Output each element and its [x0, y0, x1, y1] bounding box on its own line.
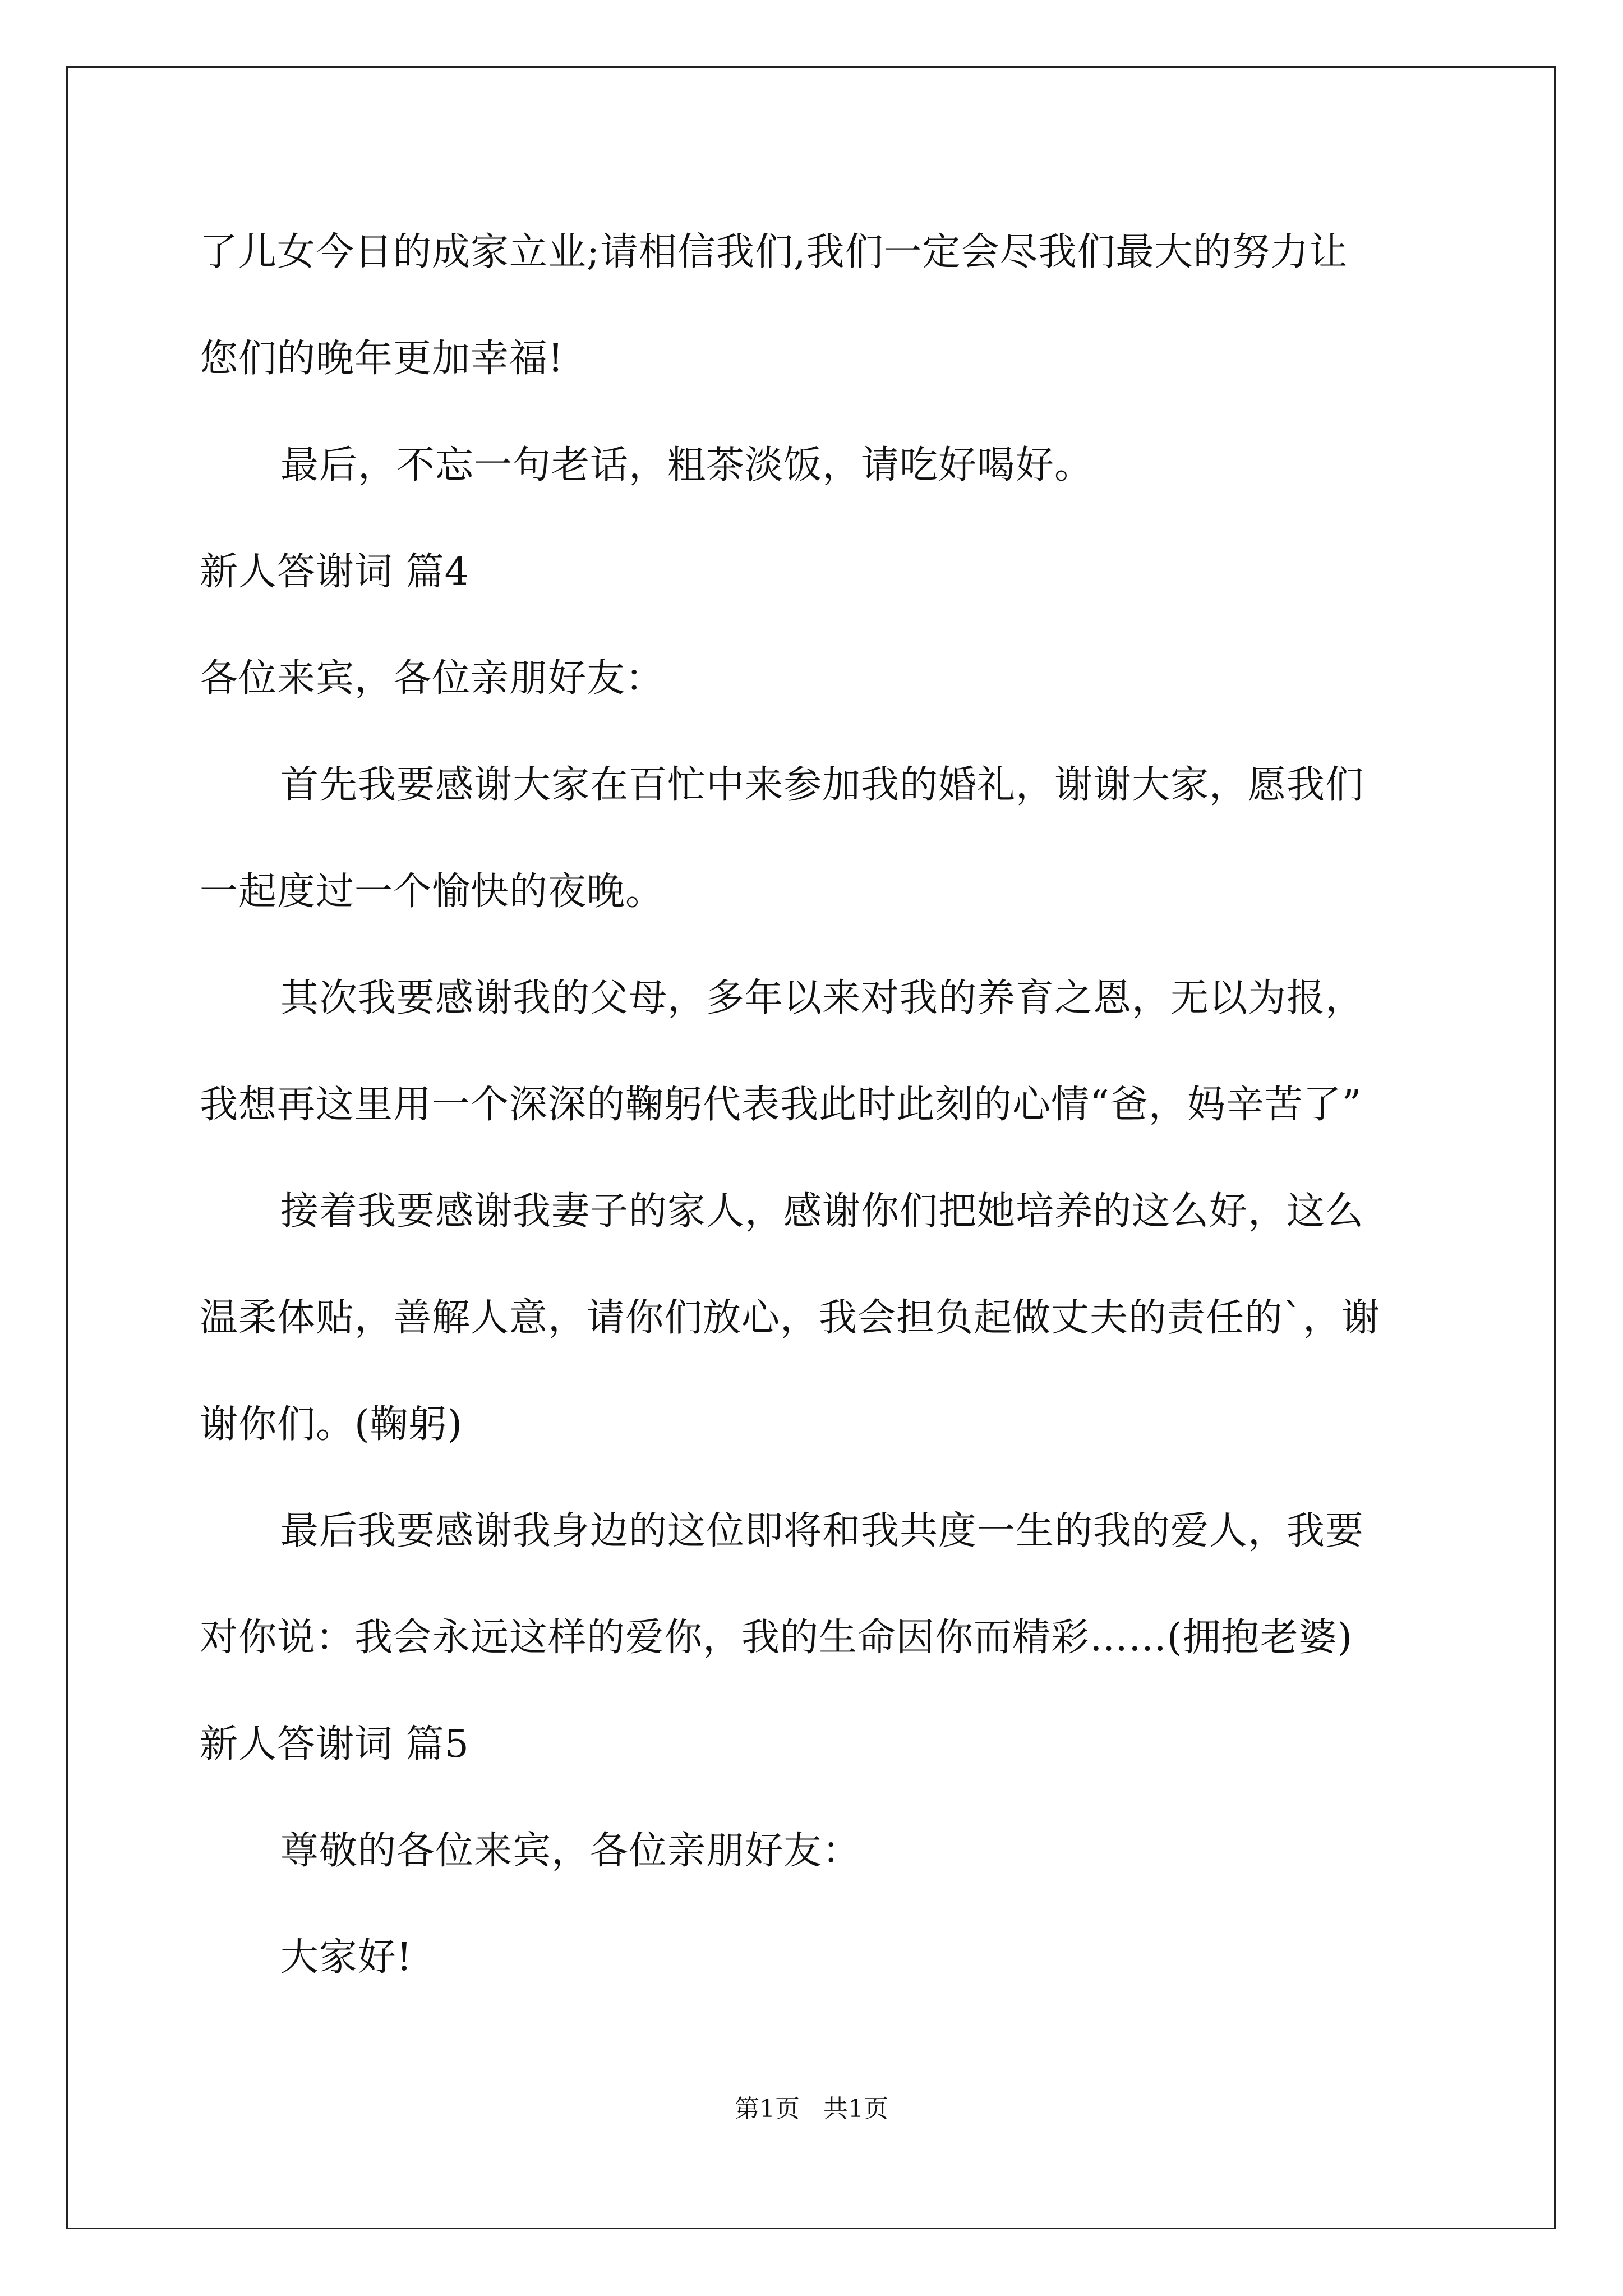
paragraph-line: 一起度过一个愉快的夜晚。	[200, 869, 665, 914]
paragraph-line: 我想再这里用一个深深的鞠躬代表我此时此刻的心情“爸，妈辛苦了”	[200, 1083, 1362, 1127]
paragraph-line: 对你说：我会永远这样的爱你，我的生命因你而精彩……(拥抱老婆)	[200, 1616, 1353, 1660]
paragraph-line: 最后我要感谢我身边的这位即将和我共度一生的我的爱人，我要	[280, 1509, 1364, 1553]
paragraph-line: 温柔体贴，善解人意，请你们放心，我会担负起做丈夫的责任的`，谢	[200, 1296, 1381, 1340]
salutation: 各位来宾，各位亲朋好友：	[200, 656, 665, 701]
paragraph-line: 接着我要感谢我妻子的家人，感谢你们把她培养的这么好，这么	[280, 1189, 1364, 1234]
paragraph-line: 谢你们。(鞠躬)	[200, 1402, 463, 1447]
paragraph-line: 最后，不忘一句老话，粗茶淡饭，请吃好喝好。	[280, 443, 1094, 487]
section-heading: 新人答谢词 篇4	[200, 550, 469, 594]
paragraph-line: 其次我要感谢我的父母，多年以来对我的养育之恩，无以为报，	[280, 976, 1364, 1020]
paragraph-line: 首先我要感谢大家在百忙中来参加我的婚礼，谢谢大家，愿我们	[280, 763, 1364, 807]
section-heading: 新人答谢词 篇5	[200, 1722, 469, 1766]
greeting: 大家好!	[280, 1935, 413, 1980]
page-footer: 第1页 共1页	[735, 2095, 888, 2123]
page-frame	[66, 66, 1556, 2229]
paragraph-line: 您们的晚年更加幸福!	[200, 337, 564, 381]
salutation: 尊敬的各位来宾，各位亲朋好友：	[280, 1829, 861, 1873]
paragraph-line: 了儿女今日的成家立业;请相信我们,我们一定会尽我们最大的努力让	[200, 230, 1348, 274]
